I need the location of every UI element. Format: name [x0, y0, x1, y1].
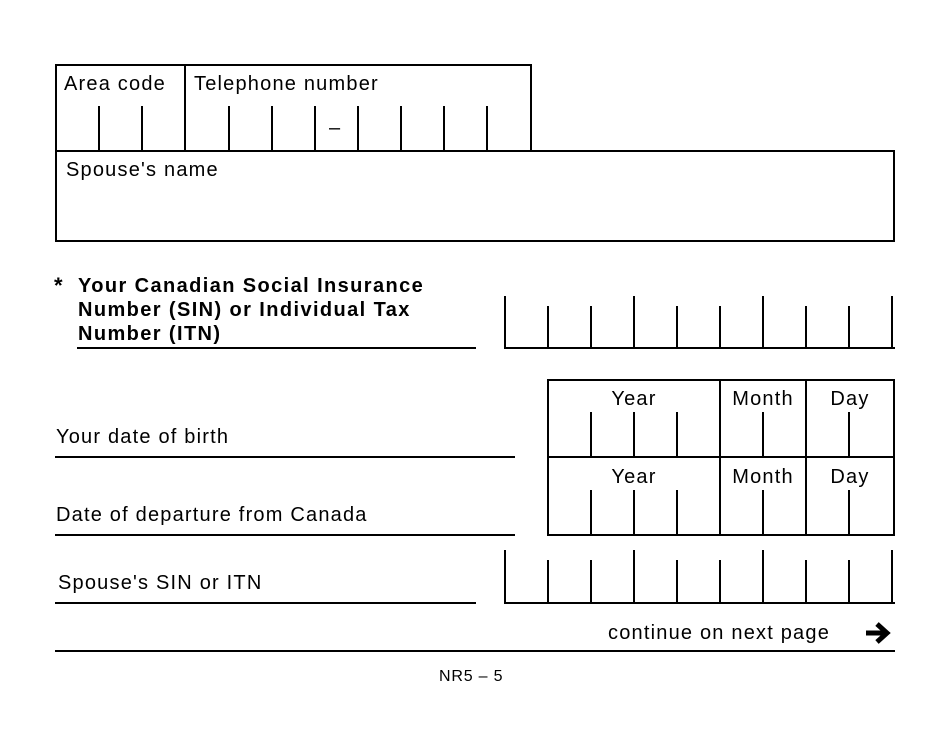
area-code-tick: [98, 106, 100, 152]
departure-label-underline: [55, 534, 515, 536]
departure-year-label: Year: [611, 466, 657, 488]
departure-tick: [590, 490, 592, 534]
spouse-sin-tick: [848, 560, 850, 604]
sin-tick: [633, 296, 635, 349]
spouse-sin-tick: [633, 550, 635, 604]
telephone-tick: [400, 106, 402, 152]
sin-itn-input[interactable]: [504, 296, 895, 349]
arrow-right-icon: [864, 621, 894, 645]
telephone-tick: [314, 106, 316, 152]
spouse-sin-tick: [762, 550, 764, 604]
footer-rule: [55, 650, 895, 652]
dob-tick: [762, 412, 764, 456]
telephone-dash: –: [329, 117, 342, 139]
telephone-tick: [486, 106, 488, 152]
area-code-input[interactable]: [57, 104, 184, 150]
departure-month-label: Month: [732, 466, 794, 488]
sin-label-underline: [77, 347, 476, 349]
continue-next-page: continue on next page: [608, 622, 831, 644]
sin-tick: [719, 306, 721, 349]
departure-tick: [633, 490, 635, 534]
sin-tick: [590, 306, 592, 349]
sin-tick: [547, 306, 549, 349]
sin-tick: [504, 296, 506, 349]
spouse-sin-tick: [891, 550, 893, 604]
dob-month-label: Month: [732, 388, 794, 410]
area-code-label: Area code: [64, 73, 166, 95]
spouse-sin-label: Spouse's SIN or ITN: [58, 572, 263, 594]
departure-tick: [676, 490, 678, 534]
spouse-sin-label-underline: [55, 602, 476, 604]
dob-tick: [633, 412, 635, 456]
dob-tick: [590, 412, 592, 456]
sin-tick: [762, 296, 764, 349]
sin-tick: [676, 306, 678, 349]
spouse-sin-tick: [805, 560, 807, 604]
area-code-tick: [141, 106, 143, 152]
page-number: NR5 – 5: [439, 668, 504, 685]
departure-date-label: Date of departure from Canada: [56, 504, 368, 526]
spouse-sin-baseline: [504, 602, 895, 604]
sin-input-baseline: [504, 347, 895, 349]
departure-tick: [848, 490, 850, 534]
telephone-tick: [357, 106, 359, 152]
spouse-sin-input[interactable]: [504, 550, 895, 604]
sin-tick: [805, 306, 807, 349]
departure-day-input[interactable]: [807, 490, 893, 534]
sin-tick: [848, 306, 850, 349]
dob-year-label: Year: [611, 388, 657, 410]
spouse-name-label: Spouse's name: [66, 159, 219, 181]
telephone-tick: [443, 106, 445, 152]
telephone-tick: [271, 106, 273, 152]
spouse-sin-tick: [547, 560, 549, 604]
dob-day-input[interactable]: [807, 412, 893, 456]
dob-label-underline: [55, 456, 515, 458]
sin-itn-label: Your Canadian Social Insurance Number (SIN) or Individual Tax Number (ITN): [78, 275, 425, 345]
dob-day-label: Day: [830, 388, 870, 410]
date-grid-separator: [547, 456, 895, 458]
required-asterisk: *: [54, 273, 63, 298]
spouse-sin-tick: [590, 560, 592, 604]
spouse-sin-tick: [676, 560, 678, 604]
dob-tick: [676, 412, 678, 456]
telephone-tick: [228, 106, 230, 152]
date-of-birth-label: Your date of birth: [56, 426, 230, 448]
departure-day-label: Day: [830, 466, 870, 488]
departure-tick: [762, 490, 764, 534]
spouse-sin-tick: [504, 550, 506, 604]
sin-tick: [891, 296, 893, 349]
dob-tick: [848, 412, 850, 456]
telephone-number-label: Telephone number: [194, 73, 379, 95]
spouse-sin-tick: [719, 560, 721, 604]
